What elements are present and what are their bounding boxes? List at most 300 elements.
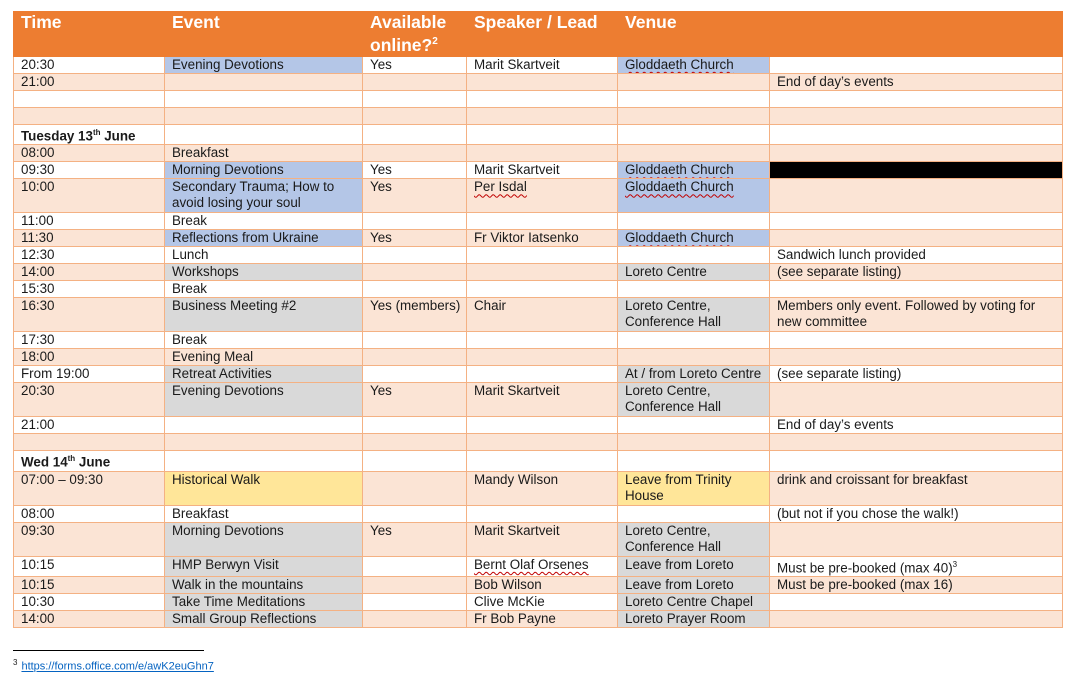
cell-text: Loreto Centre [625, 264, 707, 280]
cell-online [363, 417, 467, 434]
schedule-row [14, 349, 1063, 366]
cell-venue [618, 434, 770, 451]
cell-text: Gloddaeth Church [625, 162, 734, 178]
cell-text: Yes [370, 57, 392, 72]
cell-online [363, 213, 467, 230]
cell-online [363, 522, 467, 556]
cell-time [14, 213, 165, 230]
cell-text: 10:00 [21, 179, 55, 195]
cell-text: Leave from Loreto [625, 556, 734, 572]
cell-event [165, 179, 363, 213]
cell-text: Yes [370, 179, 392, 195]
cell-text: Loreto Prayer Room [625, 611, 746, 627]
cell-text: Secondary Trauma; How to avoid losing your soul [172, 179, 335, 211]
cell-time [14, 556, 165, 576]
cell-text: Loreto Centre, Conference Hall [625, 383, 722, 415]
cell-event [165, 383, 363, 417]
cell-text: Marit Skartveit [474, 383, 560, 399]
cell-time [14, 471, 165, 505]
cell-venue [618, 383, 770, 417]
cell-event [165, 332, 363, 349]
cell-venue [618, 611, 770, 628]
cell-notes [770, 577, 1063, 594]
cell-speaker [467, 417, 618, 434]
cell-text: Yes [370, 162, 392, 178]
cell-notes [770, 611, 1063, 628]
cell-text: Yes [370, 230, 392, 246]
cell-event [165, 505, 363, 522]
cell-event [165, 264, 363, 281]
day-heading-row [14, 125, 1063, 145]
cell-text: (see separate listing) [777, 264, 902, 280]
cell-notes [770, 179, 1063, 213]
cell-text: 14:00 [21, 611, 55, 627]
cell-speaker [467, 451, 618, 471]
cell-online [363, 281, 467, 298]
cell-text: Evening Devotions [172, 57, 284, 72]
header-speaker: Speaker / Lead [467, 12, 618, 57]
cell-time [14, 125, 165, 145]
footnote [13, 658, 214, 673]
cell-notes [770, 281, 1063, 298]
cell-venue [618, 556, 770, 576]
schedule-row [14, 298, 1063, 332]
cell-online [363, 505, 467, 522]
cell-text: Leave from Loreto [625, 577, 734, 593]
schedule-row [14, 179, 1063, 213]
cell-notes [770, 162, 1063, 179]
header-row [14, 12, 1063, 57]
cell-online [363, 108, 467, 125]
schedule-row [14, 417, 1063, 434]
cell-event [165, 417, 363, 434]
cell-online [363, 247, 467, 264]
day-heading-row [14, 451, 1063, 471]
cell-text: (see separate listing) [777, 366, 902, 382]
header-notes [770, 12, 1063, 57]
cell-speaker [467, 230, 618, 247]
cell-text: Clive McKie [474, 594, 545, 610]
cell-venue [618, 57, 770, 74]
cell-speaker [467, 281, 618, 298]
cell-text: 11:00 [21, 213, 54, 229]
header-event: Event [165, 12, 363, 57]
cell-text: 09:30 [21, 522, 55, 538]
cell-text: Breakfast [172, 145, 229, 161]
cell-time [14, 179, 165, 213]
schedule-row [14, 108, 1063, 125]
schedule-row [14, 434, 1063, 451]
cell-text: 15:30 [21, 281, 55, 297]
cell-text: Take Time Meditations [172, 594, 306, 610]
cell-text: Break [172, 332, 207, 348]
cell-online [363, 366, 467, 383]
cell-online [363, 125, 467, 145]
cell-time [14, 332, 165, 349]
cell-event [165, 594, 363, 611]
cell-venue [618, 417, 770, 434]
cell-text: Yes [370, 383, 392, 399]
cell-notes [770, 471, 1063, 505]
cell-online [363, 471, 467, 505]
cell-text: Bernt Olaf Orsenes [474, 556, 589, 572]
cell-speaker [467, 577, 618, 594]
cell-speaker [467, 247, 618, 264]
cell-online [363, 145, 467, 162]
cell-time [14, 451, 165, 471]
day-month: June [75, 454, 111, 470]
cell-text: Loreto Centre, Conference Hall [625, 522, 722, 554]
schedule-row [14, 230, 1063, 247]
cell-event [165, 577, 363, 594]
cell-time [14, 383, 165, 417]
cell-venue [618, 179, 770, 213]
cell-time [14, 577, 165, 594]
cell-speaker [467, 162, 618, 179]
cell-speaker [467, 108, 618, 125]
cell-text: Business Meeting #2 [172, 298, 297, 314]
cell-online [363, 264, 467, 281]
cell-notes [770, 332, 1063, 349]
cell-online [363, 230, 467, 247]
cell-event [165, 230, 363, 247]
cell-notes [770, 505, 1063, 522]
cell-event [165, 213, 363, 230]
cell-text: 20:30 [21, 383, 55, 399]
cell-venue [618, 125, 770, 145]
cell-text: Fr Bob Payne [474, 611, 556, 627]
cell-notes [770, 298, 1063, 332]
cell-text: 08:00 [21, 505, 55, 521]
cell-event [165, 471, 363, 505]
cell-text: Lunch [172, 247, 209, 263]
header-venue: Venue [618, 12, 770, 57]
cell-text: HMP Berwyn Visit [172, 556, 279, 572]
cell-time [14, 264, 165, 281]
footnote-ref: 3 [952, 559, 958, 569]
cell-event [165, 145, 363, 162]
cell-venue [618, 108, 770, 125]
cell-event [165, 74, 363, 91]
cell-online [363, 57, 467, 74]
schedule-table [13, 11, 1063, 628]
cell-text: Morning Devotions [172, 162, 284, 178]
cell-text: Gloddaeth Church [625, 57, 734, 72]
cell-speaker [467, 91, 618, 108]
cell-text: Historical Walk [172, 471, 261, 487]
cell-speaker [467, 125, 618, 145]
cell-time [14, 281, 165, 298]
cell-online [363, 91, 467, 108]
cell-text: 20:30 [21, 57, 55, 72]
cell-venue [618, 594, 770, 611]
footnote-number: 3 [13, 658, 18, 667]
cell-speaker [467, 298, 618, 332]
cell-text: 16:30 [21, 298, 55, 314]
cell-online [363, 577, 467, 594]
cell-notes [770, 434, 1063, 451]
cell-time [14, 162, 165, 179]
cell-time [14, 91, 165, 108]
schedule-row [14, 264, 1063, 281]
cell-speaker [467, 366, 618, 383]
cell-notes [770, 556, 1063, 576]
cell-text: Sandwich lunch provided [777, 247, 926, 263]
cell-text: Small Group Reflections [172, 611, 317, 627]
cell-time [14, 74, 165, 91]
cell-text: Mandy Wilson [474, 471, 559, 487]
cell-text: Walk in the mountains [172, 577, 304, 593]
cell-speaker [467, 556, 618, 576]
cell-event [165, 298, 363, 332]
cell-venue [618, 451, 770, 471]
cell-text: End of day’s events [777, 74, 894, 89]
cell-text: Evening Meal [172, 349, 254, 365]
cell-time [14, 108, 165, 125]
cell-text: 10:30 [21, 594, 55, 610]
cell-text: Members only event. Followed by voting for new committee [777, 298, 1036, 330]
cell-event [165, 91, 363, 108]
schedule-row [14, 556, 1063, 576]
cell-venue [618, 366, 770, 383]
cell-online [363, 332, 467, 349]
schedule-row [14, 247, 1063, 264]
cell-text: 07:00 – 09:30 [21, 471, 103, 487]
cell-venue [618, 349, 770, 366]
cell-time [14, 417, 165, 434]
schedule-row [14, 145, 1063, 162]
cell-speaker [467, 383, 618, 417]
cell-online [363, 383, 467, 417]
cell-event [165, 349, 363, 366]
cell-online [363, 434, 467, 451]
cell-event [165, 125, 363, 145]
schedule-row [14, 162, 1063, 179]
schedule-row [14, 611, 1063, 628]
cell-text: Workshops [172, 264, 239, 280]
cell-online [363, 349, 467, 366]
cell-text: Loreto Centre Chapel [625, 594, 754, 610]
cell-text: From 19:00 [21, 366, 90, 382]
cell-text: Evening Devotions [172, 383, 284, 399]
cell-venue [618, 281, 770, 298]
cell-notes [770, 594, 1063, 611]
cell-text: Retreat Activities [172, 366, 272, 382]
cell-time [14, 349, 165, 366]
cell-time [14, 298, 165, 332]
cell-text: Morning Devotions [172, 522, 284, 538]
cell-text: 21:00 [21, 417, 55, 433]
cell-online [363, 451, 467, 471]
cell-text: 17:30 [21, 332, 55, 348]
cell-text: Yes [370, 522, 392, 538]
cell-speaker [467, 522, 618, 556]
cell-event [165, 522, 363, 556]
cell-venue [618, 298, 770, 332]
cell-time [14, 434, 165, 451]
cell-text: Marit Skartveit [474, 522, 560, 538]
cell-event [165, 281, 363, 298]
cell-notes [770, 57, 1063, 74]
cell-venue [618, 162, 770, 179]
header-time: Time [14, 12, 165, 57]
cell-text: Break [172, 213, 207, 229]
cell-text: Break [172, 281, 207, 297]
cell-event [165, 366, 363, 383]
schedule-row [14, 594, 1063, 611]
cell-event [165, 57, 363, 74]
schedule-row [14, 383, 1063, 417]
cell-venue [618, 471, 770, 505]
cell-event [165, 247, 363, 264]
schedule-row [14, 74, 1063, 91]
schedule-row [14, 505, 1063, 522]
cell-text: Marit Skartveit [474, 162, 560, 178]
cell-notes [770, 230, 1063, 247]
cell-text: 12:30 [21, 247, 55, 263]
cell-event [165, 108, 363, 125]
cell-notes [770, 74, 1063, 91]
cell-notes [770, 451, 1063, 471]
schedule-row [14, 281, 1063, 298]
cell-text: 10:15 [21, 577, 55, 593]
cell-notes [770, 349, 1063, 366]
cell-notes [770, 522, 1063, 556]
cell-venue [618, 247, 770, 264]
cell-notes [770, 145, 1063, 162]
cell-text: drink and croissant for breakfast [777, 471, 968, 487]
cell-notes [770, 383, 1063, 417]
cell-venue [618, 145, 770, 162]
day-ordinal: th [67, 454, 76, 464]
cell-text: Chair [474, 298, 506, 314]
cell-text: Reflections from Ukraine [172, 230, 319, 246]
cell-notes [770, 366, 1063, 383]
cell-event [165, 162, 363, 179]
cell-text: Breakfast [172, 505, 229, 521]
cell-event [165, 434, 363, 451]
schedule-row [14, 57, 1063, 74]
cell-speaker [467, 74, 618, 91]
cell-time [14, 611, 165, 628]
cell-notes [770, 108, 1063, 125]
cell-text: 14:00 [21, 264, 55, 280]
cell-speaker [467, 332, 618, 349]
cell-online [363, 162, 467, 179]
cell-text: 10:15 [21, 556, 55, 572]
cell-speaker [467, 434, 618, 451]
cell-venue [618, 230, 770, 247]
cell-text: Per Isdal [474, 179, 527, 195]
cell-speaker [467, 57, 618, 74]
cell-event [165, 611, 363, 628]
cell-text: Marit Skartveit [474, 57, 560, 72]
cell-online [363, 556, 467, 576]
cell-text: Must be pre-booked (max 40) [777, 560, 953, 576]
cell-text: Loreto Centre, Conference Hall [625, 298, 722, 330]
cell-speaker [467, 264, 618, 281]
cell-text: At / from Loreto Centre [625, 366, 762, 382]
schedule-row [14, 332, 1063, 349]
cell-online [363, 74, 467, 91]
cell-speaker [467, 349, 618, 366]
cell-notes [770, 264, 1063, 281]
cell-venue [618, 522, 770, 556]
cell-speaker [467, 505, 618, 522]
cell-text: 18:00 [21, 349, 55, 365]
footnote-divider [13, 650, 204, 651]
cell-notes [770, 125, 1063, 145]
cell-speaker [467, 179, 618, 213]
cell-text: 21:00 [21, 74, 55, 89]
cell-online [363, 179, 467, 213]
cell-text: Leave from Trinity House [625, 471, 732, 503]
cell-notes [770, 247, 1063, 264]
cell-online [363, 611, 467, 628]
cell-speaker [467, 145, 618, 162]
day-ordinal: th [92, 128, 101, 137]
cell-venue [618, 74, 770, 91]
day-month: June [100, 128, 136, 144]
cell-speaker [467, 471, 618, 505]
cell-online [363, 298, 467, 332]
cell-text: Gloddaeth Church [625, 179, 734, 195]
cell-text: 09:30 [21, 162, 55, 178]
cell-text: Gloddaeth Church [625, 230, 734, 246]
cell-time [14, 247, 165, 264]
cell-notes [770, 417, 1063, 434]
schedule-row [14, 366, 1063, 383]
cell-text: Must be pre-booked (max 16) [777, 577, 953, 593]
cell-venue [618, 91, 770, 108]
cell-speaker [467, 611, 618, 628]
schedule-row [14, 522, 1063, 556]
cell-text: 08:00 [21, 145, 55, 161]
cell-speaker [467, 213, 618, 230]
schedule-row [14, 471, 1063, 505]
cell-venue [618, 505, 770, 522]
day-label: Wed 14 [21, 454, 68, 470]
cell-notes [770, 91, 1063, 108]
footnote-link[interactable]: https://forms.office.com/e/awK2euGhn7 [21, 660, 214, 673]
cell-time [14, 230, 165, 247]
cell-notes [770, 213, 1063, 230]
cell-venue [618, 264, 770, 281]
cell-event [165, 451, 363, 471]
cell-text: Bob Wilson [474, 577, 542, 593]
cell-time [14, 594, 165, 611]
header-available-online: Available online?$^2$ [363, 12, 467, 57]
cell-text: (but not if you chose the walk!) [777, 505, 959, 521]
cell-venue [618, 577, 770, 594]
cell-text: Yes (members) [370, 298, 461, 314]
cell-text: 11:30 [21, 230, 54, 246]
cell-time [14, 366, 165, 383]
cell-text: End of day’s events [777, 417, 894, 433]
cell-online [363, 594, 467, 611]
day-label: Tuesday 13 [21, 128, 93, 144]
cell-time [14, 505, 165, 522]
cell-time [14, 145, 165, 162]
cell-text: Fr Viktor Iatsenko [474, 230, 579, 246]
schedule-row [14, 213, 1063, 230]
cell-venue [618, 332, 770, 349]
cell-time [14, 57, 165, 74]
cell-time [14, 522, 165, 556]
schedule-row [14, 91, 1063, 108]
cell-event [165, 556, 363, 576]
schedule-row [14, 577, 1063, 594]
